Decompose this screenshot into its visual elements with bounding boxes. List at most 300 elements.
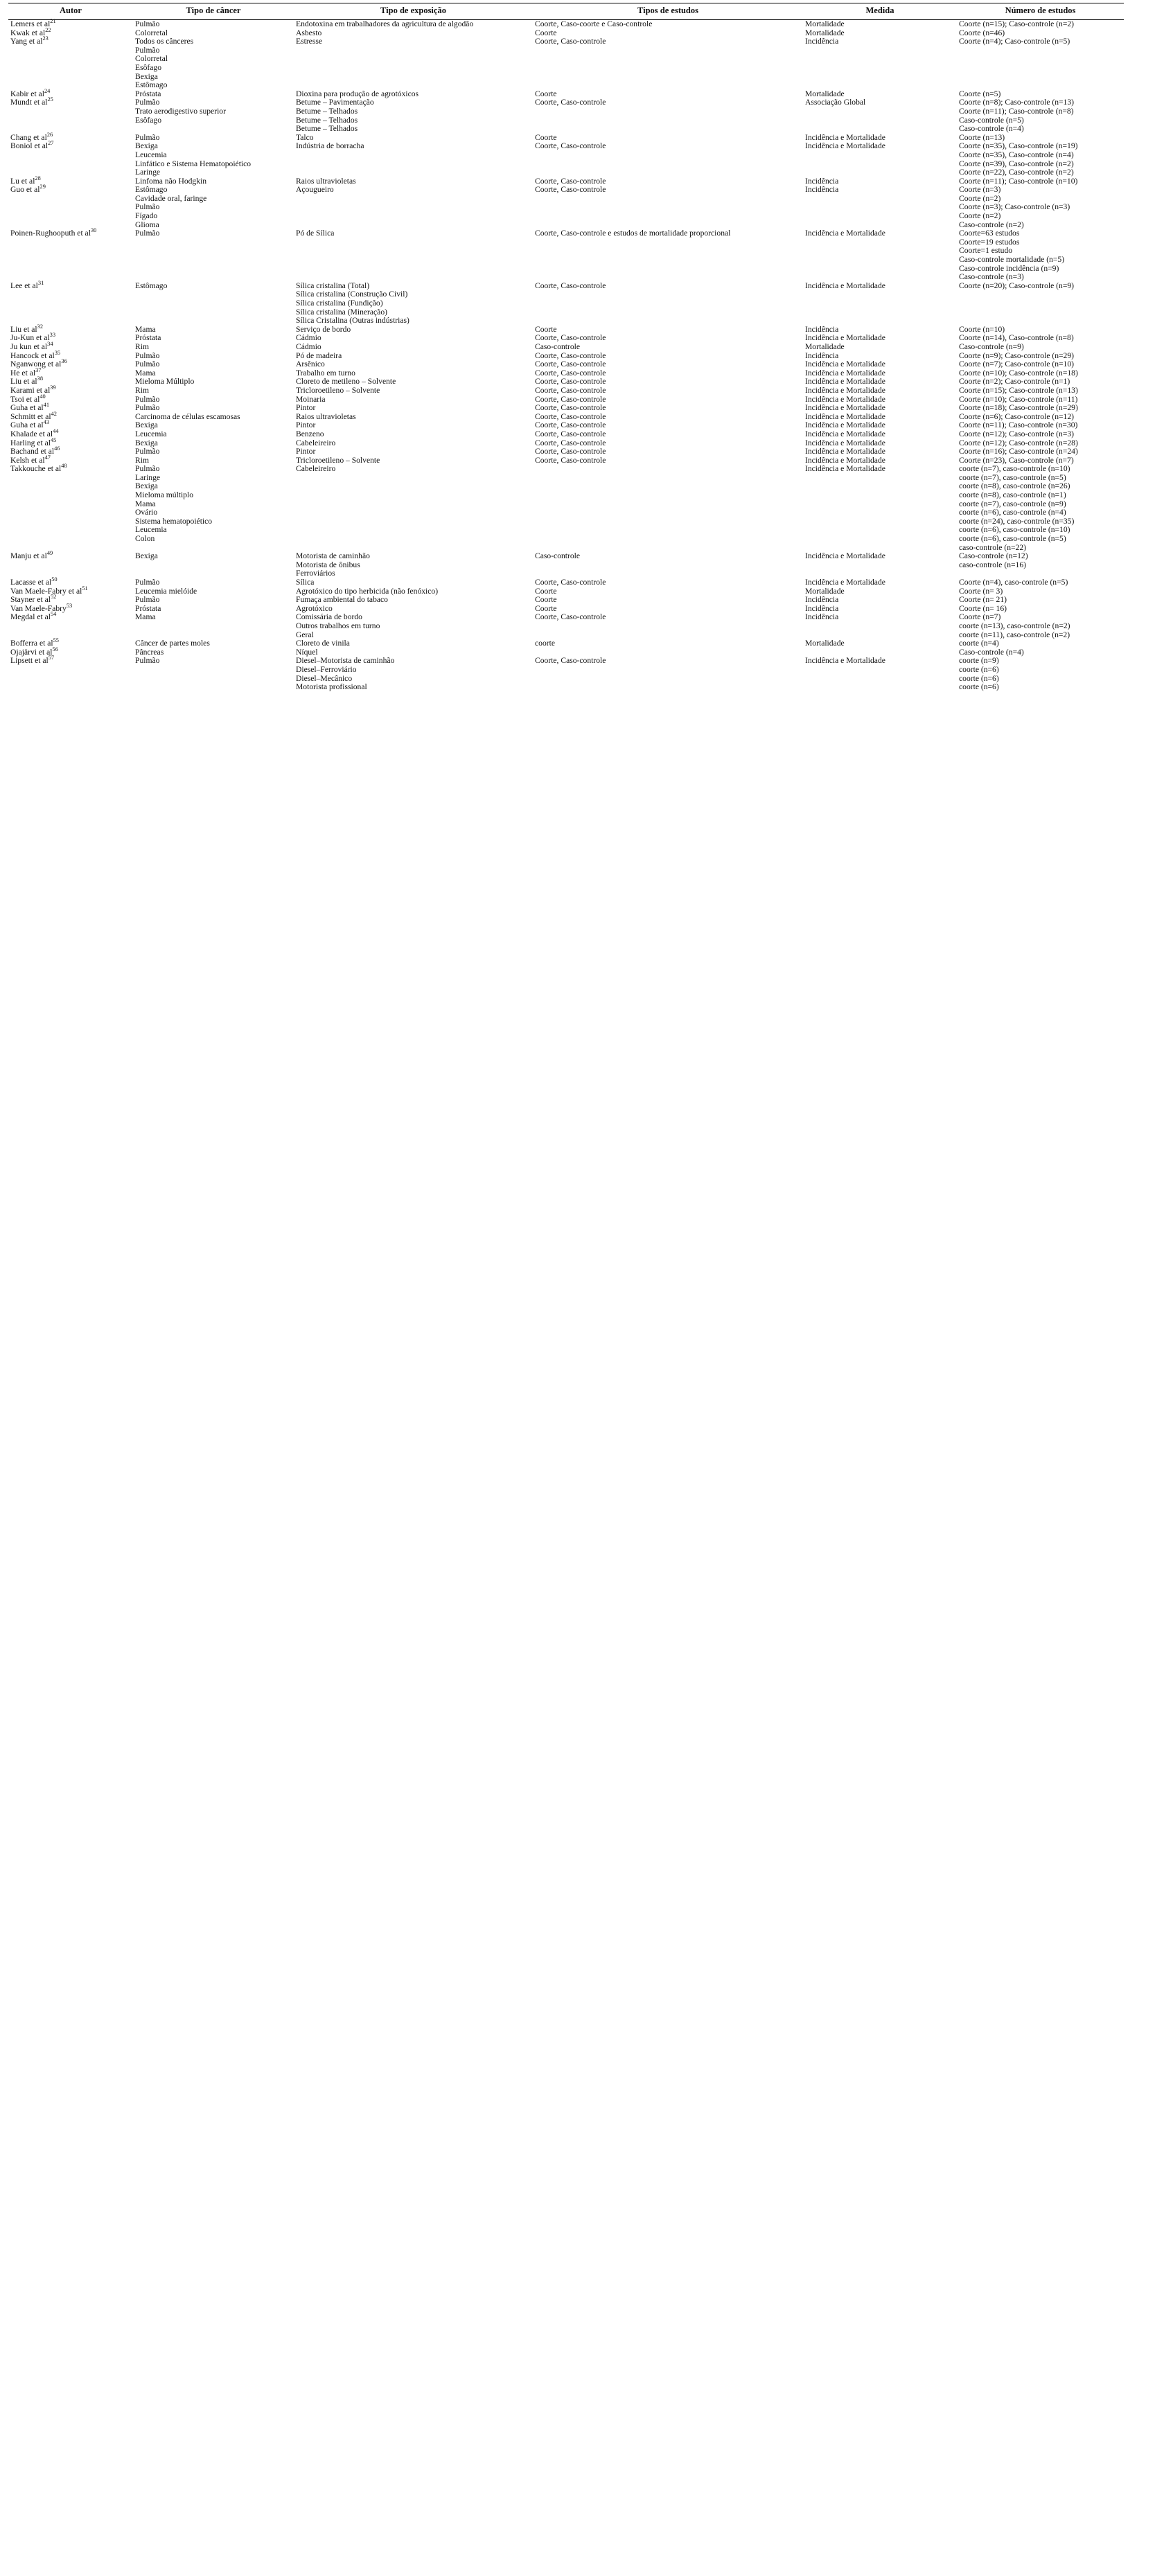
cell-cancer-type-line: Cavidade oral, faringe [135, 193, 207, 203]
author-reference: 25 [47, 96, 53, 103]
table-row [8, 657, 1124, 691]
cell-cancer-type-line: Estômago [135, 80, 168, 90]
cell-measure [803, 639, 957, 648]
author-reference: 47 [44, 454, 51, 461]
cell-number-of-studies [957, 37, 1124, 90]
cell-number-of-studies-line: Coorte (n=46) [959, 28, 1005, 37]
cell-number-of-studies [957, 98, 1124, 133]
author-reference: 50 [51, 576, 58, 583]
cell-number-of-studies [957, 578, 1124, 587]
cell-study-types-line: Coorte [535, 132, 557, 142]
column-header-measure: Medida [803, 3, 957, 20]
author-name: Lacasse et al [10, 578, 52, 587]
cell-exposure-type-line: Betume – Telhados [296, 124, 358, 134]
cell-cancer-type-line: Fígado [135, 211, 158, 221]
cell-exposure-type-line: Sílica cristalina (Mineração) [296, 307, 387, 317]
cell-number-of-studies-line: Caso-controle (n=12) [959, 551, 1028, 561]
cell-measure-line: Incidência e Mortalidade [805, 656, 885, 666]
cell-measure [803, 387, 957, 396]
cell-author [8, 229, 133, 282]
cell-cancer-type-line: Pulmão [135, 403, 160, 413]
cell-measure-line: Incidência e Mortalidade [805, 141, 885, 151]
cell-study-types-line: Caso-controle [535, 341, 581, 351]
cell-study-types-line: Coorte, Caso-controle [535, 612, 606, 622]
cell-study-types [533, 98, 803, 133]
cell-measure-line: Incidência e Mortalidade [805, 333, 885, 343]
cell-study-types-line: Coorte, Caso-controle [535, 394, 606, 404]
cell-number-of-studies [957, 447, 1124, 456]
cell-exposure-type [294, 326, 533, 335]
cell-study-types-line: Coorte, Caso-controle [535, 429, 606, 438]
author-name: Lemers et al [10, 19, 51, 28]
cell-exposure-type-line: Betume – Pavimentação [296, 98, 374, 107]
cell-cancer-type-line: Sistema hematopoiético [135, 516, 213, 526]
table-row [8, 142, 1124, 177]
cell-exposure-type-line: Diesel–Motorista de caminhão [296, 656, 395, 666]
cell-cancer-type-line: Leucemia [135, 429, 167, 438]
cell-number-of-studies-line: coorte (n=6) [959, 673, 999, 683]
author-reference: 24 [44, 87, 51, 94]
cell-study-types [533, 20, 803, 29]
cell-number-of-studies-line: Coorte (n=35), Caso-controle (n=19) [959, 141, 1078, 151]
author-name: Hancock et al [10, 350, 55, 360]
author-reference: 42 [51, 410, 57, 417]
cell-exposure-type-line: Raios ultravioletas [296, 411, 356, 421]
author-name: Van Maele-Fabry et al [10, 586, 82, 596]
cell-number-of-studies-line: coorte (n=6), caso-controle (n=4) [959, 508, 1066, 517]
cell-number-of-studies-line: Coorte=1 estudo [959, 246, 1013, 256]
author-reference: 31 [37, 279, 44, 286]
cell-study-types-line: coorte [535, 639, 555, 648]
cell-exposure-type [294, 447, 533, 456]
cell-exposure-type-line: Serviço de bordo [296, 324, 351, 334]
author-reference: 21 [50, 18, 56, 25]
cell-cancer-type-line: Mieloma múltiplo [135, 490, 194, 500]
author-name: Yang et al [10, 37, 43, 46]
cell-number-of-studies-line: Caso-controle incidência (n=9) [959, 263, 1059, 273]
cell-study-types-line: Coorte, Caso-controle [535, 185, 606, 195]
cell-measure-line: Incidência e Mortalidade [805, 438, 885, 447]
cell-cancer-type-line: Mama [135, 499, 156, 508]
cell-exposure-type-line: Diesel–Mecânico [296, 673, 353, 683]
author-name: He et al [10, 368, 36, 377]
cell-cancer-type-line: Mama [135, 324, 156, 334]
table-row [8, 447, 1124, 456]
cell-number-of-studies-line: Coorte (n=13) [959, 132, 1005, 142]
cell-measure-line: Mortalidade [805, 28, 845, 37]
cell-number-of-studies-line: Coorte (n= 3) [959, 586, 1003, 596]
cell-cancer-type-line: Colorretal [135, 54, 168, 64]
cell-exposure-type [294, 282, 533, 326]
author-reference: 33 [49, 332, 56, 339]
author-reference: 52 [50, 594, 57, 601]
cell-cancer-type-line: Ovário [135, 508, 158, 517]
cell-exposure-type-line: Níquel [296, 647, 318, 657]
cell-cancer-type-line: Pulmão [135, 45, 160, 55]
cell-cancer-type-line: Pulmão [135, 359, 160, 369]
cell-number-of-studies-line: Coorte (n= 16) [959, 603, 1007, 613]
cell-measure-line: Incidência [805, 612, 839, 622]
cell-exposure-type-line: Cádmio [296, 333, 321, 343]
cell-study-types-line: Coorte, Caso-controle [535, 656, 606, 666]
cell-measure-line: Incidência e Mortalidade [805, 368, 885, 377]
cell-exposure-type-line: Betume – Telhados [296, 115, 358, 125]
cell-exposure-type [294, 596, 533, 605]
cell-exposure-type [294, 352, 533, 361]
cell-number-of-studies [957, 229, 1124, 282]
cell-cancer-type-line: Esôfago [135, 115, 161, 125]
cell-measure [803, 282, 957, 326]
cell-study-types [533, 186, 803, 229]
cell-cancer-type-line: Linfático e Sistema Hematopoiético [135, 159, 252, 168]
cell-exposure-type [294, 20, 533, 29]
cell-study-types-line: Coorte [535, 603, 557, 613]
cell-exposure-type-line: Pintor [296, 420, 316, 430]
cell-measure [803, 142, 957, 177]
cell-exposure-type-line: Indústria de borracha [296, 141, 364, 151]
author-reference: 41 [43, 402, 50, 409]
cell-cancer-type-line: Colon [135, 534, 155, 544]
cell-cancer-type-line: Bexiga [135, 141, 158, 151]
cell-number-of-studies [957, 404, 1124, 413]
cell-exposure-type-line: Agrotóxico [296, 603, 333, 613]
cell-measure-line: Mortalidade [805, 586, 845, 596]
cell-measure [803, 343, 957, 352]
cell-exposure-type-line: Motorista profissional [296, 682, 367, 692]
cell-exposure-type-line: Dioxina para produção de agrotóxicos [296, 89, 419, 98]
cell-study-types-line: Coorte, Caso-controle [535, 438, 606, 447]
cell-cancer-type-line: Pulmão [135, 202, 160, 212]
cell-exposure-type-line: Pintor [296, 403, 316, 413]
cell-cancer-type-line: Bexiga [135, 420, 158, 430]
author-name: Poinen-Rughooputh et al [10, 229, 91, 238]
table-row [8, 456, 1124, 465]
author-name: Harling et al [10, 438, 51, 447]
author-name: Lipsett et al [10, 656, 49, 666]
cell-number-of-studies-line: Coorte (n=15); Caso-controle (n=13) [959, 385, 1078, 395]
author-reference: 22 [45, 26, 51, 33]
author-reference: 30 [90, 227, 97, 234]
cell-measure-line: Incidência [805, 595, 839, 605]
cell-study-types [533, 142, 803, 177]
cell-number-of-studies-line: Coorte (n=7); Caso-controle (n=10) [959, 359, 1075, 369]
table-row [8, 229, 1124, 282]
cell-number-of-studies-line: coorte (n=11), caso-controle (n=2) [959, 630, 1070, 639]
cell-exposure-type [294, 343, 533, 352]
cell-exposure-type [294, 613, 533, 639]
cell-exposure-type-line: Tricloroetileno – Solvente [296, 385, 380, 395]
cell-number-of-studies [957, 282, 1124, 326]
cell-exposure-type-line: Motorista de caminhão [296, 551, 370, 561]
author-reference: 39 [50, 384, 56, 391]
cell-number-of-studies-line: Coorte (n=20); Caso-controle (n=9) [959, 281, 1075, 290]
cell-number-of-studies-line: Coorte (n=5) [959, 89, 1001, 98]
author-name: Ju kun et al [10, 341, 48, 351]
cell-author [8, 98, 133, 133]
cell-number-of-studies-line: Caso-controle (n=4) [959, 124, 1024, 134]
cell-exposure-type-line: Outros trabalhos em turno [296, 621, 380, 630]
author-reference: 48 [61, 463, 67, 470]
cell-number-of-studies-line: Coorte (n=4); Caso-controle (n=5) [959, 37, 1070, 46]
table-row [8, 282, 1124, 326]
cell-cancer-type-line: Pulmão [135, 464, 160, 474]
cell-cancer-type-line: Pulmão [135, 98, 160, 107]
cell-cancer-type [133, 282, 294, 326]
cell-exposure-type-line: Diesel–Ferroviário [296, 664, 357, 674]
cell-exposure-type-line: Estresse [296, 37, 322, 46]
cell-study-types [533, 639, 803, 648]
cell-measure [803, 20, 957, 29]
cell-measure-line: Incidência [805, 37, 839, 46]
cell-cancer-type [133, 465, 294, 552]
cell-cancer-type-line: Câncer de partes moles [135, 639, 210, 648]
cell-measure [803, 37, 957, 90]
author-name: Boniol et al [10, 141, 49, 151]
cell-number-of-studies-line: coorte (n=13), caso-controle (n=2) [959, 621, 1070, 630]
cell-number-of-studies-line: Coorte (n=6); Caso-controle (n=12) [959, 411, 1075, 421]
cell-exposure-type-line: Betume – Telhados [296, 106, 358, 116]
cell-cancer-type [133, 20, 294, 29]
header-row [8, 3, 1124, 20]
cell-study-types [533, 456, 803, 465]
cell-study-types [533, 387, 803, 396]
cell-measure [803, 360, 957, 369]
cell-number-of-studies [957, 465, 1124, 552]
cell-cancer-type-line: Estômago [135, 185, 168, 195]
author-name: Liu et al [10, 377, 37, 387]
cell-exposure-type-line: Fumaça ambiental do tabaco [296, 595, 388, 605]
cell-exposure-type-line: Sílica Cristalina (Outras indústrias) [296, 316, 409, 326]
table-row [8, 613, 1124, 639]
cell-measure-line: Incidência e Mortalidade [805, 429, 885, 438]
cell-study-types-line: Coorte, Caso-controle [535, 368, 606, 377]
cell-measure [803, 430, 957, 439]
cell-exposure-type-line: Cádmio [296, 341, 321, 351]
table-row [8, 360, 1124, 369]
cell-measure [803, 657, 957, 691]
cell-study-types-line: Coorte, Caso-coorte e Caso-controle [535, 19, 653, 28]
cell-measure-line: Incidência e Mortalidade [805, 551, 885, 561]
cell-number-of-studies-line: caso-controle (n=16) [959, 560, 1026, 569]
author-name: Guha et al [10, 420, 44, 430]
cell-cancer-type-line: Próstata [135, 89, 161, 98]
cell-measure-line: Mortalidade [805, 639, 845, 648]
cell-cancer-type [133, 404, 294, 413]
cell-study-types-line: Coorte, Caso-controle [535, 420, 606, 430]
cell-study-types [533, 552, 803, 578]
cell-measure-line: Mortalidade [805, 341, 845, 351]
cell-cancer-type-line: Pulmão [135, 350, 160, 360]
cell-cancer-type [133, 142, 294, 177]
cell-number-of-studies-line: Coorte (n=35), Caso-controle (n=4) [959, 150, 1074, 159]
author-reference: 28 [35, 175, 41, 181]
cell-number-of-studies [957, 639, 1124, 648]
cell-cancer-type-line: Estômago [135, 281, 168, 290]
author-reference: 49 [46, 550, 53, 557]
author-name: Lee et al [10, 281, 38, 290]
author-name: Kabir et al [10, 89, 44, 98]
cell-number-of-studies-line: Caso-controle (n=4) [959, 647, 1024, 657]
author-name: Khalade et al [10, 429, 53, 438]
cell-number-of-studies-line: Caso-controle (n=3) [959, 272, 1024, 282]
cell-measure-line: Incidência e Mortalidade [805, 377, 885, 387]
cell-study-types-line: Coorte, Caso-controle [535, 385, 606, 395]
cell-measure [803, 186, 957, 229]
cell-measure-line: Incidência [805, 603, 839, 613]
author-name: Megdal et al [10, 612, 51, 622]
table-row [8, 343, 1124, 352]
author-name: Guo et al [10, 185, 40, 195]
cell-measure [803, 465, 957, 552]
cell-cancer-type [133, 343, 294, 352]
column-header-author: Autor [8, 3, 133, 20]
cell-measure-line: Incidência e Mortalidade [805, 447, 885, 456]
cell-study-types-line: Coorte, Caso-controle [535, 377, 606, 387]
cell-measure-line: Incidência [805, 324, 839, 334]
author-reference: 29 [39, 184, 46, 190]
column-header-number-of-studies: Número de estudos [957, 3, 1124, 20]
cell-study-types-line: Coorte, Caso-controle [535, 281, 606, 290]
table-row [8, 578, 1124, 587]
cell-cancer-type-line: Pulmão [135, 394, 160, 404]
cell-exposure-type-line: Raios ultravioletas [296, 176, 356, 186]
cell-cancer-type [133, 334, 294, 343]
cell-exposure-type [294, 552, 533, 578]
cell-number-of-studies-line: Coorte (n=39), Caso-controle (n=2) [959, 159, 1074, 168]
author-name: Ju-Kun et al [10, 333, 50, 343]
cell-cancer-type [133, 98, 294, 133]
cell-author [8, 186, 133, 229]
table-row [8, 596, 1124, 605]
table-row [8, 37, 1124, 90]
cell-author [8, 552, 133, 578]
cell-exposure-type [294, 439, 533, 448]
cell-exposure-type-line: Comissária de bordo [296, 612, 362, 622]
column-header-study-types: Tipos de estudos [533, 3, 803, 20]
cell-cancer-type-line: Pulmão [135, 132, 160, 142]
cell-measure [803, 578, 957, 587]
studies-table [8, 3, 1124, 692]
cell-cancer-type [133, 605, 294, 614]
cell-measure-line: Incidência e Mortalidade [805, 132, 885, 142]
cell-exposure-type-line: Moinaria [296, 394, 326, 404]
cell-measure-line: Incidência e Mortalidade [805, 385, 885, 395]
document-page [0, 0, 1155, 692]
author-reference: 54 [50, 611, 57, 618]
cell-cancer-type-line: Bexiga [135, 481, 158, 491]
cell-exposure-type [294, 421, 533, 430]
author-name: Van Maele-Fabry [10, 603, 67, 613]
cell-exposure-type-line: Endotoxina em trabalhadores da agricultura de algodão [296, 19, 474, 28]
cell-study-types [533, 404, 803, 413]
cell-measure-line: Incidência e Mortalidade [805, 229, 885, 238]
cell-exposure-type-line: Talco [296, 132, 314, 142]
cell-cancer-type-line: Colorretal [135, 28, 168, 37]
cell-cancer-type-line: Pulmão [135, 447, 160, 456]
cell-cancer-type [133, 430, 294, 439]
author-reference: 53 [66, 602, 73, 609]
table-row [8, 98, 1124, 133]
cell-cancer-type-line: Rim [135, 341, 149, 351]
cell-exposure-type-line: Trabalho em turno [296, 368, 355, 377]
cell-number-of-studies-line: Coorte (n=12); Caso-controle (n=3) [959, 429, 1075, 438]
cell-measure [803, 229, 957, 282]
cell-cancer-type-line: Todos os cânceres [135, 37, 194, 46]
cell-number-of-studies-line: Coorte (n=22), Caso-controle (n=2) [959, 168, 1074, 177]
cell-number-of-studies [957, 343, 1124, 352]
cell-study-types-line: Coorte [535, 586, 557, 596]
cell-exposure-type [294, 657, 533, 691]
cell-cancer-type-line: Próstata [135, 333, 161, 343]
cell-measure-line: Incidência [805, 350, 839, 360]
cell-number-of-studies-line: Coorte (n=3); Caso-controle (n=3) [959, 202, 1070, 212]
cell-number-of-studies-line: caso-controle (n=22) [959, 542, 1026, 552]
cell-measure-line: Incidência [805, 185, 839, 195]
cell-number-of-studies [957, 430, 1124, 439]
cell-study-types [533, 343, 803, 352]
cell-study-types-line: Caso-controle [535, 551, 581, 561]
cell-cancer-type-line: Bexiga [135, 551, 158, 561]
cell-study-types [533, 465, 803, 552]
cell-study-types [533, 587, 803, 596]
cell-number-of-studies-line: Caso-controle (n=5) [959, 115, 1024, 125]
cell-number-of-studies-line: coorte (n=8), caso-controle (n=1) [959, 490, 1066, 500]
cell-measure-line: Incidência e Mortalidade [805, 464, 885, 474]
cell-number-of-studies-line: Coorte (n=11); Caso-controle (n=30) [959, 420, 1078, 430]
cell-exposure-type-line: Açougueiro [296, 185, 334, 195]
author-name: Nganwong et al [10, 359, 62, 369]
cell-number-of-studies-line: Coorte (n=3) [959, 185, 1001, 195]
cell-cancer-type-line: Leucemia [135, 150, 167, 159]
cell-cancer-type [133, 578, 294, 587]
cell-cancer-type-line: Pâncreas [135, 647, 164, 657]
cell-measure-line: Incidência e Mortalidade [805, 403, 885, 413]
cell-cancer-type-line: Leucemia [135, 525, 167, 535]
table-row [8, 552, 1124, 578]
cell-exposure-type [294, 37, 533, 90]
cell-exposure-type-line: Pintor [296, 447, 316, 456]
author-name: Mundt et al [10, 98, 48, 107]
author-name: Kwak et al [10, 28, 46, 37]
cell-exposure-type [294, 578, 533, 587]
cell-measure [803, 447, 957, 456]
cell-cancer-type-line: Pulmão [135, 595, 160, 605]
cell-exposure-type-line: Ferroviários [296, 569, 335, 578]
column-header-cancer-type: Tipo de câncer [133, 3, 294, 20]
cell-cancer-type [133, 377, 294, 387]
cell-measure-line: Incidência e Mortalidade [805, 394, 885, 404]
cell-exposure-type [294, 430, 533, 439]
cell-number-of-studies-line: Caso-controle (n=2) [959, 220, 1024, 229]
table-row [8, 20, 1124, 29]
author-name: Stayner et al [10, 595, 51, 605]
cell-study-types [533, 229, 803, 282]
cell-number-of-studies-line: coorte (n=7), caso-controle (n=5) [959, 472, 1066, 482]
author-reference: 34 [47, 341, 53, 348]
cell-exposure-type-line: Pó de madeira [296, 350, 342, 360]
cell-exposure-type [294, 334, 533, 343]
cell-cancer-type-line: Trato aerodigestivo superior [135, 106, 226, 116]
cell-measure [803, 596, 957, 605]
cell-number-of-studies-line: Coorte (n=16); Caso-controle (n=24) [959, 447, 1078, 456]
cell-exposure-type-line: Geral [296, 630, 314, 639]
cell-measure [803, 404, 957, 413]
cell-number-of-studies-line: Coorte=19 estudos [959, 237, 1020, 247]
table-body [8, 20, 1124, 692]
cell-measure [803, 98, 957, 133]
cell-exposure-type-line: Tricloroetileno – Solvente [296, 455, 380, 465]
cell-study-types-line: Coorte [535, 89, 557, 98]
